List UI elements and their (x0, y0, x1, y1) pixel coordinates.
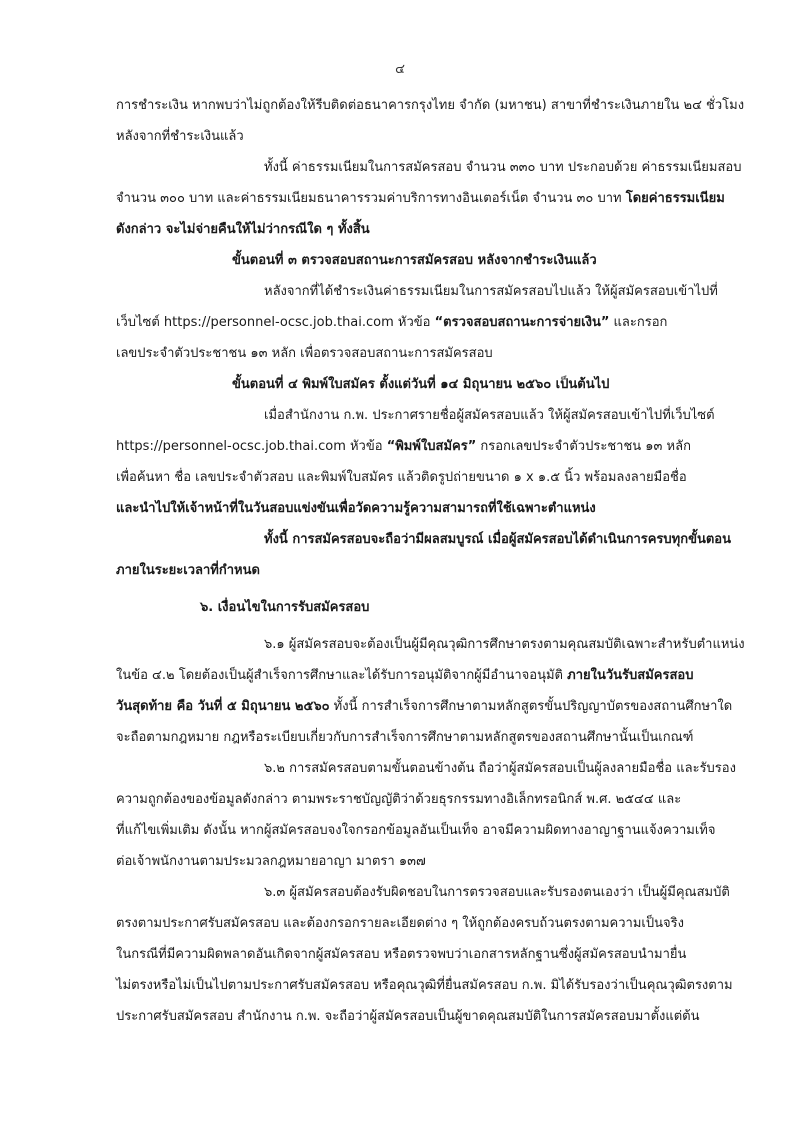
text-line (116, 500, 716, 518)
text-line (116, 729, 716, 747)
text-line (116, 469, 716, 487)
text-line (116, 345, 716, 363)
text-line (200, 599, 800, 617)
text-span: ๖.๑ ผู้สมัครสอบจะต้องเป็นผู้มีคุณวุฒิการศึกษาตรงตามคุณสมบัติเฉพาะสำหรับตำแหน่ง (264, 637, 745, 652)
text-line (116, 853, 716, 871)
text-span: ๖.๒ การสมัครสอบตามขั้นตอนข้างต้น ถือว่าผู้สมัครสอบเป็นผู้ลงลายมือชื่อ และรับรอง (264, 761, 736, 776)
text-line (116, 946, 716, 964)
text-line (264, 159, 800, 177)
text-span: ในข้อ ๔.๒ โดยต้องเป็นผู้สำเร็จการศึกษาและได้รับการอนุมัติจากผู้มีอำนาจอนุมัติ (116, 668, 568, 683)
text-line (116, 314, 716, 332)
text-span: ต่อเจ้าพนักงานตามประมวลกฎหมายอาญา มาตรา ๑๓๗ (116, 854, 426, 869)
text-line (116, 698, 733, 716)
text-span: ทั้งนี้ การสำเร็จการศึกษาตามหลักสูตรขั้นปริญญาบัตรของสถานศึกษาใด (329, 699, 733, 714)
text-line (116, 1008, 716, 1026)
text-line (116, 915, 716, 933)
text-line (116, 97, 745, 115)
text-span: ความถูกต้องของข้อมูลดังกล่าว ตามพระราชบัญญัติว่าด้วยธุรกรรมทางอิเล็กทรอนิกส์ พ.ศ. ๒๕๔๔ และ (116, 792, 682, 807)
text-line (116, 791, 716, 809)
text-span: หลังจากที่ชำระเงินแล้ว (116, 129, 244, 144)
text-line (232, 376, 800, 394)
text-line (116, 667, 716, 685)
text-span: ตรงตามประกาศรับสมัครสอบ และต้องกรอกรายละเอียดต่าง ๆ ให้ถูกต้องครบถ้วนตรงตามความเป็นจริง (116, 916, 684, 931)
text-line (116, 438, 716, 456)
bold-text: “ตรวจสอบสถานะการจ่ายเงิน” (434, 315, 610, 330)
bold-text: ขั้นตอนที่ ๔ พิมพ์ใบสมัคร ตั้งแต่วันที่ ๑๔ มิถุนายน ๒๕๖๐ เป็นต้นไป (232, 377, 610, 392)
bold-text: วันสุดท้าย คือ วันที่ ๕ มิถุนายน ๒๕๖๐ (116, 699, 330, 714)
text-span: ในกรณีที่มีความผิดพลาดอันเกิดจากผู้สมัครสอบ หรือตรวจพบว่าเอกสารหลักฐานซึ่งผู้สมัครสอบนำมายื่น (116, 947, 687, 962)
text-span: หลังจากที่ได้ชำระเงินค่าธรรมเนียมในการสมัครสอบไปแล้ว ให้ผู้สมัครสอบเข้าไปที่ (264, 284, 718, 299)
text-line (264, 636, 800, 654)
text-span: ประกาศรับสมัครสอบ สำนักงาน ก.พ. จะถือว่าผู้สมัครสอบเป็นผู้ขาดคุณสมบัติในการสมัครสอบมาตั้งแต่ต้น (116, 1009, 700, 1024)
bold-text: “พิมพ์ใบสมัคร” (386, 439, 477, 454)
bold-text: และนำไปให้เจ้าหน้าที่ในวันสอบแข่งขันเพื่อวัดความรู้ความสามารถที่ใช้เฉพาะตำแหน่ง (116, 501, 596, 516)
text-span: ไม่ตรงหรือไม่เป็นไปตามประกาศรับสมัครสอบ หรือคุณวุฒิที่ยื่นสมัครสอบ ก.พ. มิได้รับรองว่าเป็นคุณวุฒิตรงตาม (116, 978, 733, 993)
bold-text: ๖. เงื่อนไขในการรับสมัครสอบ (200, 600, 370, 615)
text-line (264, 283, 800, 301)
text-span: และกรอก (609, 315, 668, 330)
text-span: จะถือตามกฎหมาย กฎหรือระเบียบเกี่ยวกับการสำเร็จการศึกษาตามหลักสูตรของสถานศึกษานั้นเป็นเกณฑ์ (116, 730, 694, 745)
text-span: เมื่อสำนักงาน ก.พ. ประกาศรายชื่อผู้สมัครสอบแล้ว ให้ผู้สมัครสอบเข้าไปที่เว็บไซต์ (264, 408, 715, 423)
text-span: https://personnel-ocsc.job.thai.com หัวข้อ (116, 439, 387, 454)
text-span: การชำระเงิน หากพบว่าไม่ถูกต้องให้รีบติดต่อธนาคารกรุงไทย จำกัด (มหาชน) สาขาที่ชำระเงินภายใน ๒๔ ชั่วโมง (116, 98, 745, 113)
bold-text: ขั้นตอนที่ ๓ ตรวจสอบสถานะการสมัครสอบ หลังจากชำระเงินแล้ว (232, 253, 597, 268)
text-line (264, 407, 800, 425)
text-span: เว็บไซต์ https://personnel-ocsc.job.thai.com หัวข้อ (116, 315, 435, 330)
text-span: เพื่อค้นหา ชื่อ เลขประจำตัวสอบ และพิมพ์ใบสมัคร แล้วติดรูปถ่ายขนาด ๑ x ๑.๕ นิ้ว พร้อมลงลายมือชื่อ (116, 470, 687, 485)
text-span: จำนวน ๓๐๐ บาท และค่าธรรมเนียมธนาคารรวมค่าบริการทางอินเตอร์เน็ต จำนวน ๓๐ บาท (116, 191, 626, 206)
text-span: ๖.๓ ผู้สมัครสอบต้องรับผิดชอบในการตรวจสอบและรับรองตนเองว่า เป็นผู้มีคุณสมบัติ (264, 885, 730, 900)
text-line (116, 977, 733, 995)
text-line (116, 190, 725, 208)
text-span: ที่แก้ไขเพิ่มเติม ดังนั้น หากผู้สมัครสอบจงใจกรอกข้อมูลอันเป็นเท็จ อาจมีความผิดทางอาญาฐานแจ้งความเท็จ (116, 823, 716, 838)
bold-text: ทั้งนี้ การสมัครสอบจะถือว่ามีผลสมบูรณ์ เมื่อผู้สมัครสอบได้ดำเนินการครบทุกขั้นตอน (264, 532, 732, 547)
text-line (116, 221, 716, 239)
bold-text: โดยค่าธรรมเนียม (625, 191, 725, 206)
page-number: ๔ (395, 62, 405, 77)
text-line (116, 562, 716, 580)
text-line (116, 822, 716, 840)
text-span: เลขประจำตัวประชาชน ๑๓ หลัก เพื่อตรวจสอบสถานะการสมัครสอบ (116, 346, 493, 361)
text-line (264, 884, 800, 902)
text-line (232, 252, 800, 270)
bold-text: ภายในวันรับสมัครสอบ (567, 668, 694, 683)
text-span: กรอกเลขประจำตัวประชาชน ๑๓ หลัก (476, 439, 691, 454)
text-line (116, 128, 716, 146)
text-line (264, 531, 800, 549)
bold-text: ดังกล่าว จะไม่จ่ายคืนให้ไม่ว่ากรณีใด ๆ ทั้งสิ้น (116, 222, 370, 237)
text-span: ทั้งนี้ ค่าธรรมเนียมในการสมัครสอบ จำนวน ๓๓๐ บาท ประกอบด้วย ค่าธรรมเนียมสอบ (264, 160, 742, 175)
text-line (264, 760, 800, 778)
bold-text: ภายในระยะเวลาที่กำหนด (116, 563, 260, 578)
